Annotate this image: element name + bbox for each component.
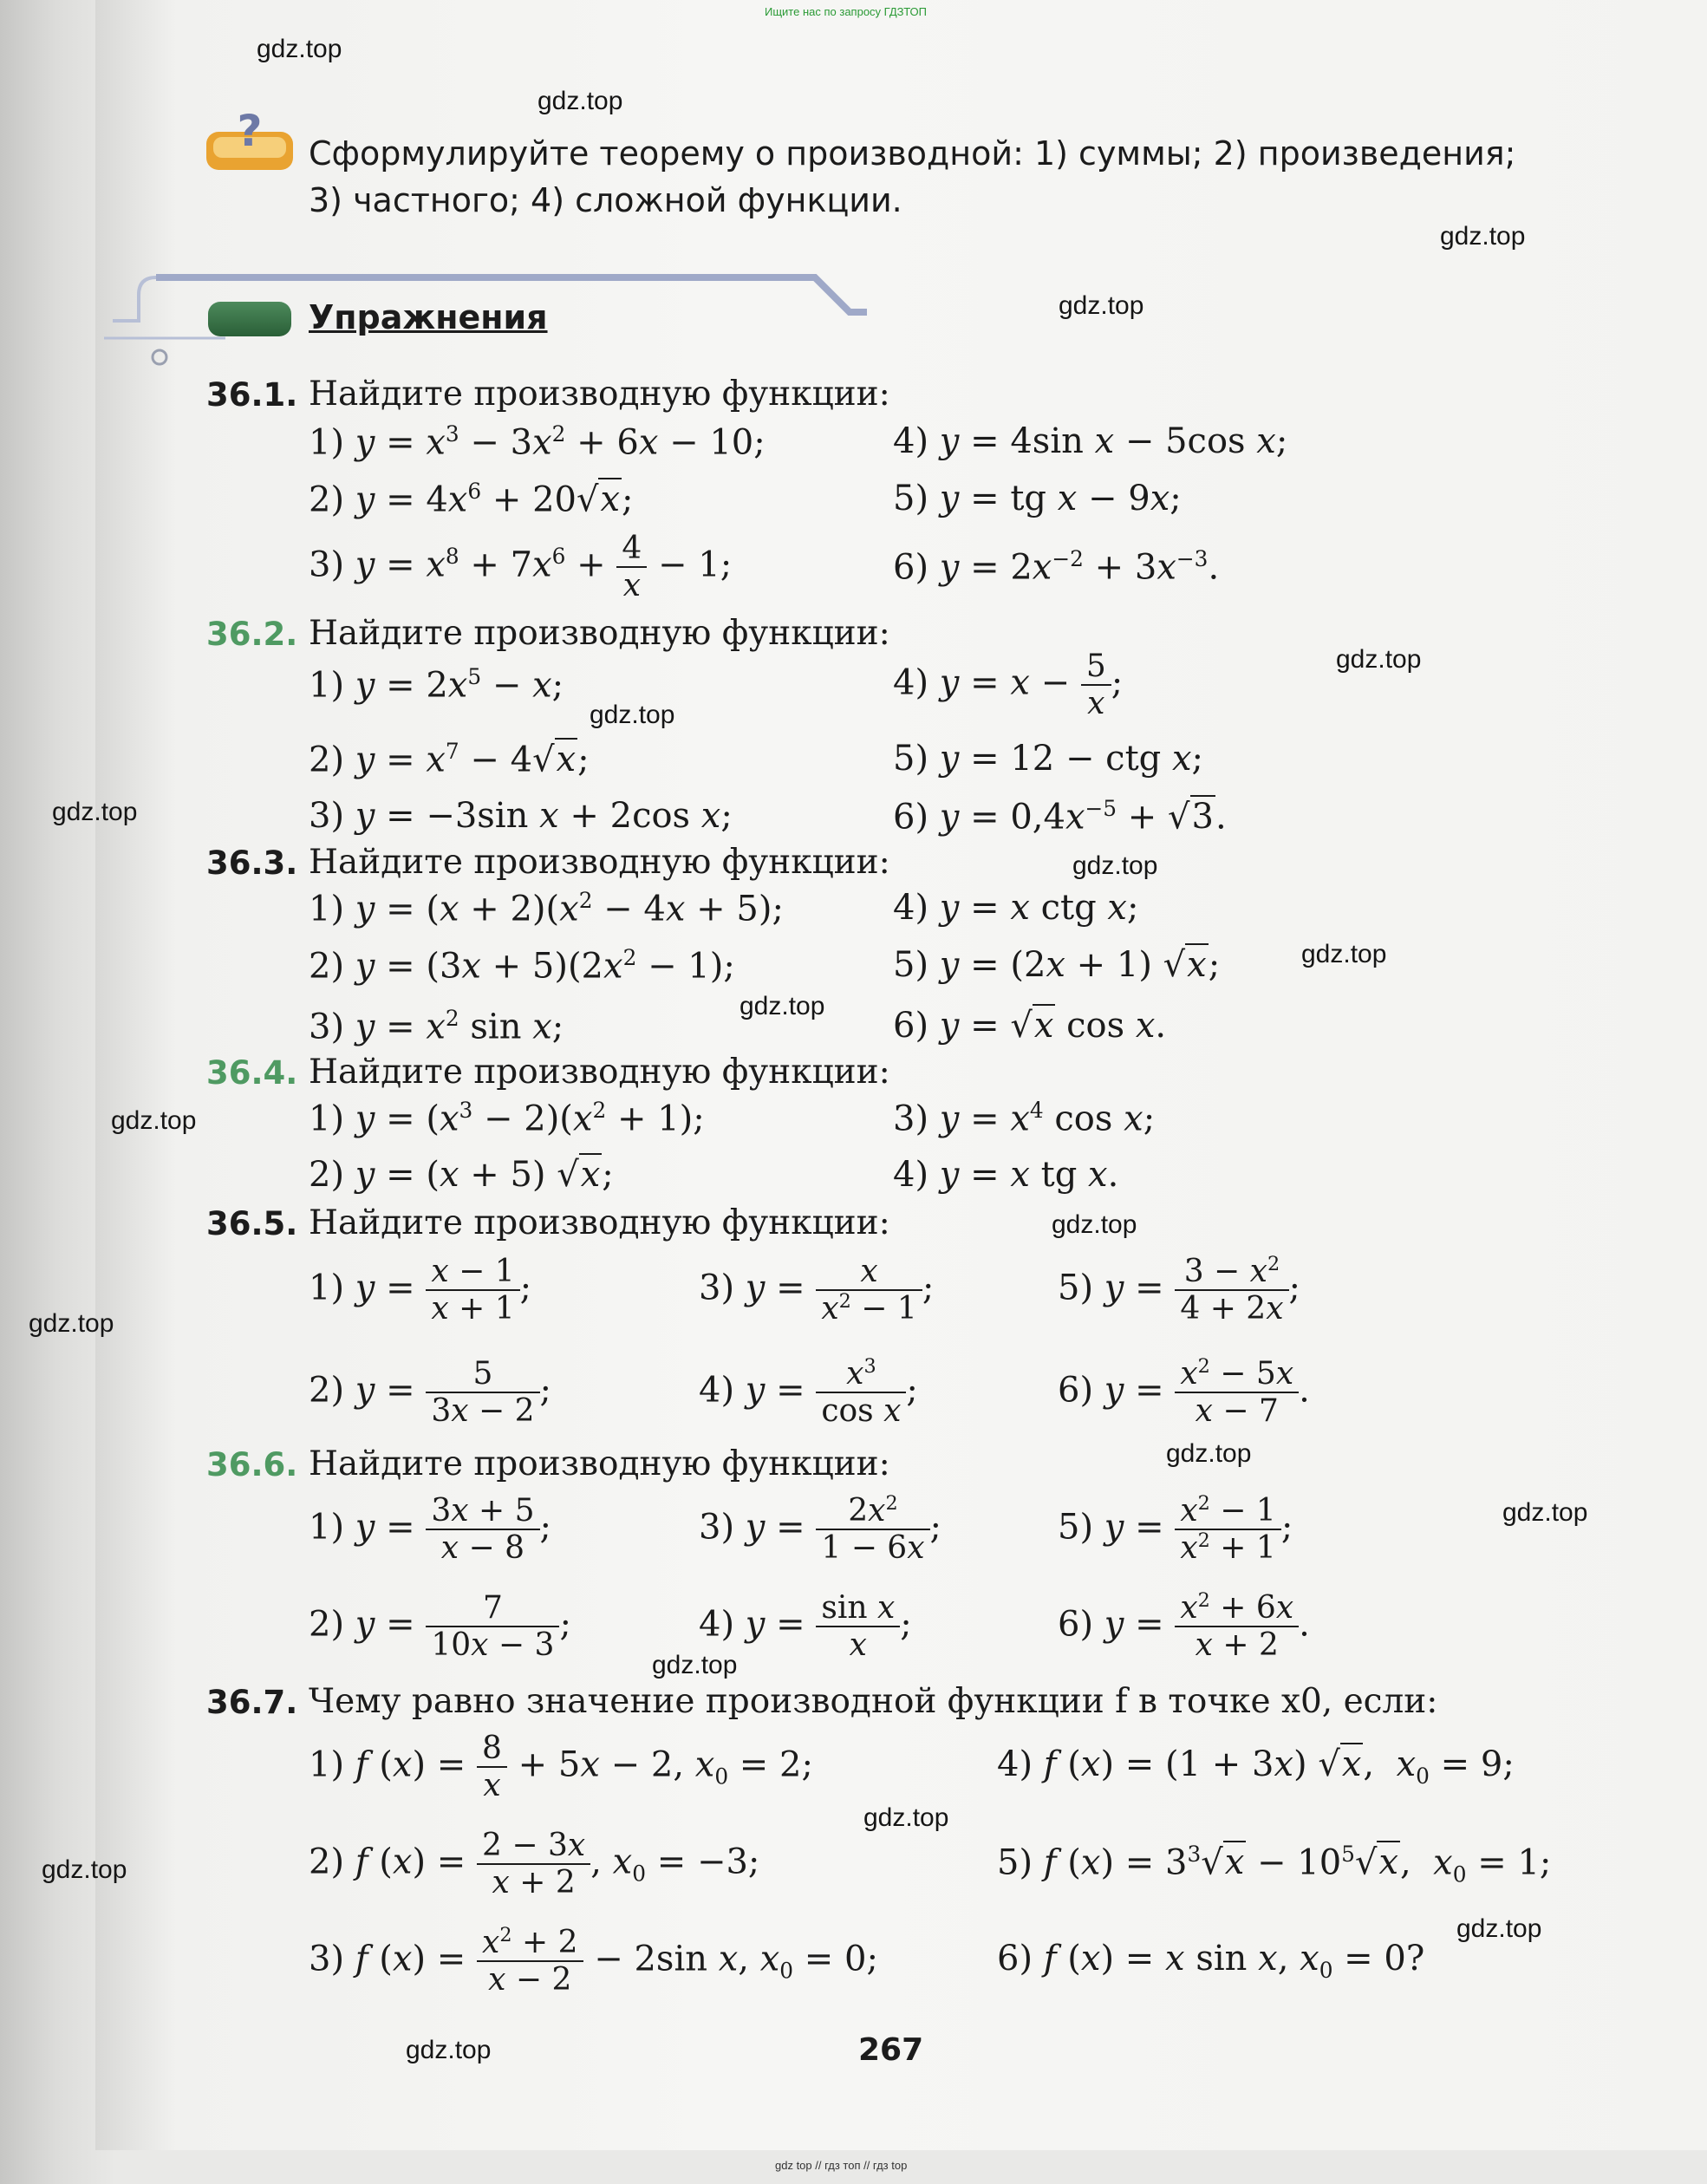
task-item: 2) y = $\frac{7}{10x - 3}$ ; (309, 1590, 571, 1664)
top-search-note: Ищите нас по запросу ГДЗТОП (765, 5, 928, 18)
exercise-number: 36.6. (206, 1446, 298, 1483)
svg-text:?: ? (237, 109, 263, 156)
task-item: 5) y = tg x − 9x; (893, 479, 1182, 518)
task-item: 2) $y = x^7 - 4√x$; (309, 739, 590, 780)
task-item: 4) f (x) = (1 + 3x) √x, $x_0 = 9$; (997, 1744, 1515, 1789)
watermark: gdz.top (52, 798, 138, 826)
task-item: 4) y = $\frac{\text{sin x}}{x}$ ; (699, 1590, 912, 1664)
watermark: gdz.top (257, 35, 342, 63)
task-item: 6) y = $\frac{x^2 - 5x}{x - 7}$ . (1058, 1355, 1310, 1430)
exercise-number: 36.4. (206, 1054, 298, 1092)
page-number: 267 (858, 2032, 924, 2068)
watermark: gdz.top (652, 1651, 738, 1679)
watermark: gdz.top (1336, 645, 1422, 674)
watermark: gdz.top (1301, 940, 1387, 968)
task-item: 5) f $(x) = 3^3√x - 10^5√x$, $x_0 = 1$; (997, 1842, 1552, 1887)
watermark: gdz.top (1072, 851, 1158, 880)
exercise-number: 36.2. (206, 616, 298, 653)
task-item: 5) y = 12 − ctg x; (893, 739, 1204, 779)
question-line: 3) частного; 4) сложной функции. (309, 181, 902, 219)
watermark: gdz.top (1166, 1439, 1252, 1468)
exercise-title: Найдите производную функции: (309, 843, 890, 882)
task-item: 1) $y = x^3 - 3x^2 + 6x - 10$; (309, 421, 766, 463)
watermark: gdz.top (1052, 1210, 1137, 1239)
task-item: 1) $y = (x^3 - 2)(x^2 + 1)$; (309, 1098, 705, 1139)
task-item: 6) y = √x cos x. (893, 1006, 1167, 1046)
exercise-number: 36.3. (206, 844, 298, 882)
task-item: 3) $y = x^4$ cos x; (893, 1098, 1156, 1139)
task-item: 3) y = −3sin x + 2cos x; (309, 796, 733, 836)
watermark: gdz.top (111, 1106, 197, 1135)
task-item: 2) y = $\frac{5}{3x - 2}$ ; (309, 1356, 552, 1430)
exercise-title: Найдите производную функции: (309, 1203, 890, 1242)
watermark: gdz.top (1502, 1498, 1588, 1527)
watermark: gdz.top (1440, 222, 1526, 251)
section-icon (208, 302, 291, 336)
question-line: Сформулируйте теорему о производной: 1) суммы; 2) произведения; (309, 134, 1516, 173)
task-item: 4) y = x ctg x; (893, 888, 1139, 928)
task-item: 6) $y = 2x^{-2} + 3x^{-3}$. (893, 546, 1220, 588)
watermark: gdz.top (406, 2036, 492, 2064)
task-item: 4) y = x tg x. (893, 1155, 1119, 1195)
watermark: gdz.top (590, 701, 675, 729)
exercise-title: Чему равно значение производной функции f в точке x0, если: (309, 1682, 1438, 1721)
task-item: 6) f (x) = x sin x, $x_0 = 0$? (997, 1939, 1425, 1983)
task-item: 5) y = $\frac{x^2 - 1}{x^2 + 1}$ ; (1058, 1492, 1293, 1567)
watermark: gdz.top (1456, 1914, 1542, 1943)
question-icon (205, 109, 295, 175)
watermark: gdz.top (1059, 291, 1144, 320)
watermark: gdz.top (29, 1309, 114, 1338)
question-text (309, 130, 1661, 224)
task-item: 1) $y = 2x^5 - x$; (309, 664, 564, 706)
task-item: 6) y = $\frac{x^2 + 6x}{x + 2}$ . (1058, 1589, 1310, 1664)
bottom-note: gdz top // гдз топ // гдз top (775, 2159, 908, 2172)
exercise-title: Найдите производную функции: (309, 1053, 890, 1092)
exercise-title: Найдите производную функции: (309, 1444, 890, 1483)
task-item: 2) y = (x + 5) √x; (309, 1155, 614, 1195)
section-title: Упражнения (309, 298, 548, 336)
task-item: 1) f (x) = $\frac{8}{x}$ + 5x − 2, $x_0 = 2$; (309, 1731, 813, 1804)
task-item: 4) y = $\frac{x^3}{\text{cos x}}$ ; (699, 1355, 918, 1430)
exercise-title: Найдите производную функции: (309, 614, 890, 653)
exercise-number: 36.5. (206, 1205, 298, 1242)
task-item: 2) $y = 4x^6 + 20√x$; (309, 479, 634, 520)
exercise-number: 36.7. (206, 1684, 298, 1721)
task-item: 1) y = $\frac{x - 1}{x + 1}$ ; (309, 1254, 532, 1327)
task-item: 3) y = $\frac{x}{x^2 - 1}$ ; (699, 1254, 935, 1327)
task-item: 2) $y = (3x + 5)(2x^2 - 1)$; (309, 945, 735, 987)
watermark: gdz.top (538, 87, 623, 115)
task-item: 1) y = $\frac{3x + 5}{x - 8}$ ; (309, 1493, 552, 1567)
task-item: 2) f (x) = $\frac{2 - 3x}{x + 2}$ , $x_0 = -3$; (309, 1828, 760, 1901)
watermark: gdz.top (863, 1803, 949, 1832)
task-item: 3) f (x) = $\frac{x^2 + 2}{x - 2}$ − 2sin x, $x_0 = 0$; (309, 1924, 878, 1998)
task-item: 3) $y = x^8 + 7x^6$ + $\frac{4}{x}$ − 1; (309, 531, 733, 604)
task-item: 5) y = $\frac{3 - x^2}{4 + 2x}$ ; (1058, 1253, 1300, 1327)
task-item: 3) $y = x^2$ sin x; (309, 1006, 564, 1047)
watermark: gdz.top (42, 1855, 127, 1884)
task-item: 6) $y = 0,4x^{-5} + √3$. (893, 796, 1227, 838)
task-item: 5) y = (2x + 1) √x; (893, 945, 1221, 985)
task-item: 4) y = 4sin x − 5cos x; (893, 421, 1288, 461)
exercise-title: Найдите производную функции: (309, 375, 890, 414)
task-item: 1) $y = (x + 2)(x^2 - 4x + 5)$; (309, 888, 784, 929)
exercise-number: 36.1. (206, 376, 298, 414)
task-item: 3) y = $\frac{2x^2}{1 - 6x}$ ; (699, 1492, 941, 1567)
task-item: 4) y = x − $\frac{5}{x}$ ; (893, 649, 1124, 722)
watermark: gdz.top (739, 992, 825, 1020)
